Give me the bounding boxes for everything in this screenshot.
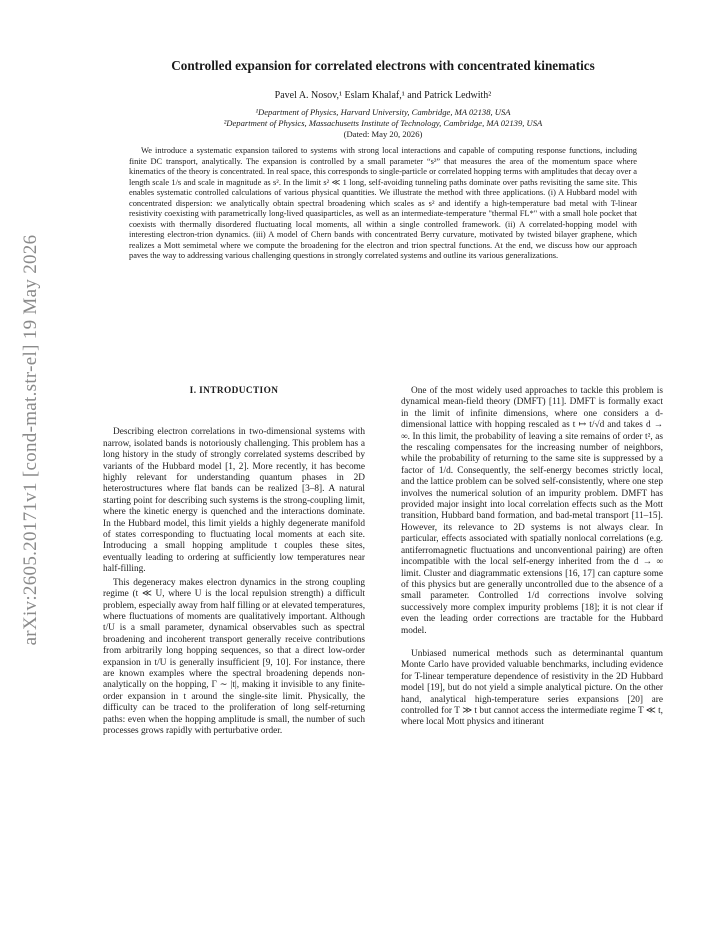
affiliation-1: ¹Department of Physics, Harvard University, Cambridge, MA 02138, USA xyxy=(255,107,511,117)
section-heading: I. INTRODUCTION xyxy=(189,386,279,396)
left-column xyxy=(103,386,365,737)
affiliation-2: ²Department of Physics, Massachusetts Institute of Technology, Cambridge, MA 02139, USA xyxy=(223,118,543,128)
paper-title: Controlled expansion for correlated electrons with concentrated kinematics xyxy=(171,58,595,73)
body-columns xyxy=(103,386,663,737)
author-list: Pavel A. Nosov,¹ Eslam Khalaf,¹ and Patrick Ledwith² xyxy=(274,90,492,101)
body-paragraph: Unbiased numerical methods such as determinantal quantum Monte Carlo have provided valuable benchmarks, including evidence for T-linear temperature dependence of resistivity in the 2D Hubbard model [19], but do not yield a simple analytical picture. On the other hand, analytical high-temperature series expansions [20] are controlled for T ≫ t but cannot access the intermediate regime T ≪ t, where local Mott physics and itinerant xyxy=(401,648,663,728)
intro-paragraph: This degeneracy makes electron dynamics in the strong coupling regime (t ≪ U, where U is the local repulsion strength) a difficult problem, especially away from half filling or at elevated temperatures, where fluctuations of moments are qualitatively important. Although t/U is a small parameter, dynamical observables such as spectral broadening and incoherent transport generally receive contributions from arbitrarily long hopping sequences, so that a direct low-order expansion in t/U is generally insufficient [9, 10]. For instance, there are known examples where the spectral broadening depends non-analytically on the hopping, Γ ∼ |t|, making it invisible to any finite-order expansion in t around the single-site limit. Physically, the difficulty can be traced to the proliferation of long self-returning paths: even when the hopping amplitude is small, the number of such processes grows rapidly with perturbative order. xyxy=(103,577,366,736)
intro-paragraph: Describing electron correlations in two-dimensional systems with narrow, isolated bands is notoriously challenging. This problem has a long history in the study of strongly correlated systems described by variants of the Hubbard model [1, 2]. More recently, it has become highly relevant for understanding quantum phases in 2D heterostructures where flat bands can be realized [3–8]. A natural starting point for describing such systems is the strong-coupling limit, where the kinetic energy is quenched and the interactions dominate. In the Hubbard model, this limit yields a highly degenerate manifold of states corresponding to fluctuating local moments at each site. Introducing a small hopping amplitude t couples these sites, eventually leading to ordering at sufficiently low temperatures near half-filling. xyxy=(103,427,365,575)
paper-page xyxy=(103,58,663,736)
dated-line: (Dated: May 20, 2026) xyxy=(343,129,423,139)
arxiv-identifier: arXiv:2605.20171v1 [cond-mat.str-el] 19 May 2026 xyxy=(20,234,41,646)
arxiv-sidebar xyxy=(18,210,44,670)
body-paragraph: One of the most widely used approaches to tackle this problem is dynamical mean-field theory (DMFT) [11]. DMFT is formally exact in the limit of infinite dimensions, where one considers a d-dimensional lattice with hopping rescaled as t ↦ t/√d and takes d → ∞. In this limit, the probability of leaving a site remains of order t², as the rescaling compensates for the increasing number of neighbors, while the probability of returning to the same site is suppressed by a factor of 1/d. Consequently, the self-energy becomes strictly local, and the lattice problem can be solved self-consistently, where one step involves the numerical solution of an impurity problem. DMFT has provided major insight into local correlation effects such as the Mott transition, Hubbard band formation, and bad-metal transport [11–15]. However, its relevance to 2D systems is not always clear. In particular, effects associated with spatially nonlocal correlations (e.g. antiferromagnetic fluctuations and unconventional pairing) are often incompatible with the local self-energy inherited from the d → ∞ limit. Cluster and diagrammatic extensions [16, 17] can capture some of this physics but are generally uncontrolled due to the absence of a small parameter. Controlled 1/d corrections involve solving successively more complex impurity problems [18]; it is not clear if even the leading order corrections are tractable for the Hubbard model. xyxy=(401,386,663,636)
right-column xyxy=(401,386,663,737)
abstract: We introduce a systematic expansion tailored to systems with strong local interactions and capable of computing response functions, including finite DC transport, analytically. The expansion is controlled by a small parameter “s²” that measures the area of the momentum space where kinematics of the theory is concentrated. In real space, this corresponds to single-particle or correlated hopping terms with amplitudes that decay over a length scale 1/s and scale in magnitude as s². In the limit s² ≪ 1 long, self-avoiding tunneling paths dominate over paths revisiting the same site. This enables systematic controlled calculations of various physical quantities. We illustrate the method with three applications. (i) A Hubbard model with concentrated dispersion: we analytically obtain spectral broadening which scales as s² and identify a high-temperature bad metal with T-linear resistivity coexisting with parametrically long-lived quasiparticles, as well as an intermediate-temperature "thermal FL*" with a small hole pocket that coexists with thermally disordered fluctuating local moments, all within a single controlled framework. (ii) A correlated-hopping model with interesting electron-trion dynamics. (iii) A model of Chern bands with concentrated Berry curvature, motivated by twisted bilayer graphene, which realizes a Mott semimetal where we compute the broadening for the electron and trion spectral functions. At the end, we discuss how our approach paves the way to addressing various challenging questions in strongly correlated systems and outline its various generalizations. xyxy=(129,146,637,260)
